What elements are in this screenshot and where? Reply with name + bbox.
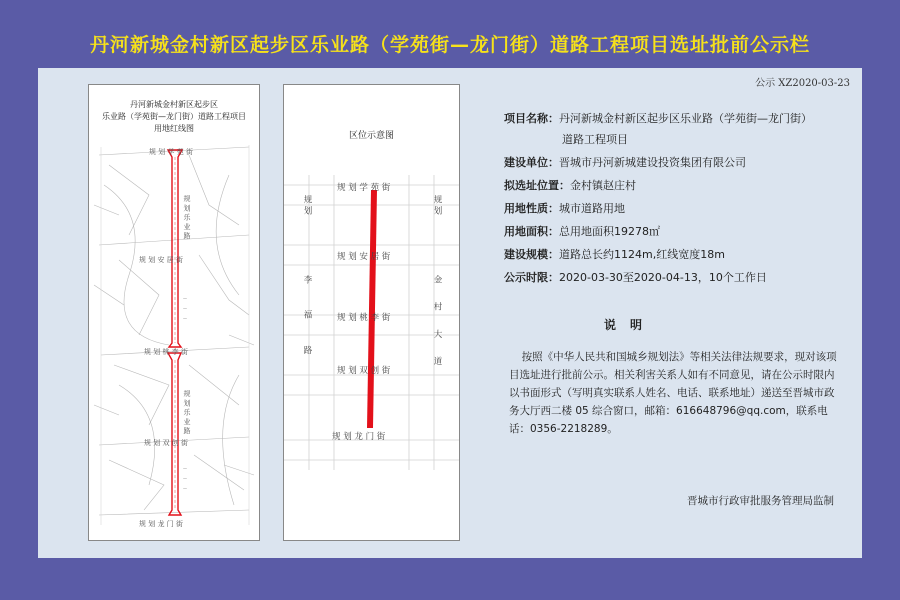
- map-label-taoli: 规 划 桃 李 街: [144, 348, 188, 356]
- notice-board: [38, 68, 862, 558]
- location-map-panel: [283, 84, 460, 541]
- loc-label-shuangchuang: 规 划 双 创 街: [337, 366, 391, 376]
- svg-text:—: —: [183, 316, 187, 321]
- map-label-leye-north: 规 划 乐 业 路: [183, 195, 191, 239]
- project-label: 项目名称：: [504, 112, 559, 125]
- map-label-shuangchuang: 规 划 双 创 街: [144, 439, 188, 447]
- svg-text:—: —: [183, 306, 187, 311]
- project-value-2: 道路工程项目: [562, 133, 628, 146]
- loc-label-left-1: 规 划: [302, 195, 312, 215]
- svg-text:—: —: [183, 466, 187, 471]
- site-label: 拟选址位置：: [504, 179, 570, 192]
- unit-label: 建设单位：: [504, 156, 559, 169]
- nature-value: 城市道路用地: [559, 202, 625, 215]
- loc-label-longmen: 规 划 龙 门 街: [332, 432, 386, 442]
- location-map-title: 区位示意图: [348, 131, 394, 141]
- map-label-anju: 规 划 安 居 街: [139, 256, 183, 264]
- scale-label: 建设规模：: [504, 248, 559, 261]
- notice-title: 丹河新城金村新区起步区乐业路（学苑街—龙门街）道路工程项目选址批前公示栏: [89, 34, 810, 56]
- area-value: 总用地面积19278㎡: [559, 225, 660, 238]
- loc-label-xueyuan: 规 划 学 苑 街: [337, 183, 391, 193]
- site-value: 金村镇赵庄村: [570, 179, 636, 192]
- period-value: 2020-03-30至2020-04-13，10个工作日: [559, 271, 767, 284]
- map-label-longmen: 规 划 龙 门 街: [139, 520, 183, 528]
- period-label: 公示时限：: [504, 271, 559, 284]
- redline-title-line: 丹河新城金村新区起步区: [130, 100, 218, 109]
- loc-label-anju: 规 划 安 居 街: [337, 252, 391, 262]
- nature-label: 用地性质：: [504, 202, 559, 215]
- description-title: 说明: [604, 318, 657, 332]
- description-text: 按照《中华人民共和国城乡规划法》等相关法律法规要求，现对该项目选址进行批前公示。相关利害关系人如有不同意见，请在公示时限内以书面形式（写明真实联系人姓名、电话、联系地址）递送至晋城市政务大厅西二楼 05 综合窗口，邮箱：616648796@qq.com，联系电话：0356-2218289。: [509, 351, 837, 435]
- loc-label-right-2: 金 村 大 道: [432, 275, 442, 374]
- svg-text:—: —: [183, 476, 187, 481]
- map-label-xueyuan: 规 划 学 苑 街: [149, 148, 193, 156]
- redline-title-line: 乐业路（学苑街—龙门街）道路工程项目: [102, 112, 246, 121]
- svg-text:—: —: [183, 296, 187, 301]
- project-value: 丹河新城金村新区起步区乐业路（学苑街—龙门街）: [559, 112, 812, 125]
- notice-code: 公示 XZ2020-03-23: [755, 78, 850, 89]
- loc-label-right-1: 规 划: [432, 195, 442, 215]
- map-label-leye-south: 规 划 乐 业 路: [183, 390, 191, 434]
- supervisor-label: 晋城市行政审批服务管理局监制: [687, 495, 834, 507]
- area-label: 用地面积：: [504, 225, 559, 238]
- unit-value: 晋城市丹河新城建设投资集团有限公司: [559, 156, 746, 169]
- redline-map-panel: [88, 84, 260, 541]
- redline-title-line: 用地红线图: [154, 124, 194, 133]
- scale-value: 道路总长约1124m,红线宽度18m: [559, 248, 725, 261]
- loc-label-taoli: 规 划 桃 李 街: [337, 313, 391, 323]
- svg-text:—: —: [183, 486, 187, 491]
- loc-label-left-2: 李 福 路: [302, 275, 312, 366]
